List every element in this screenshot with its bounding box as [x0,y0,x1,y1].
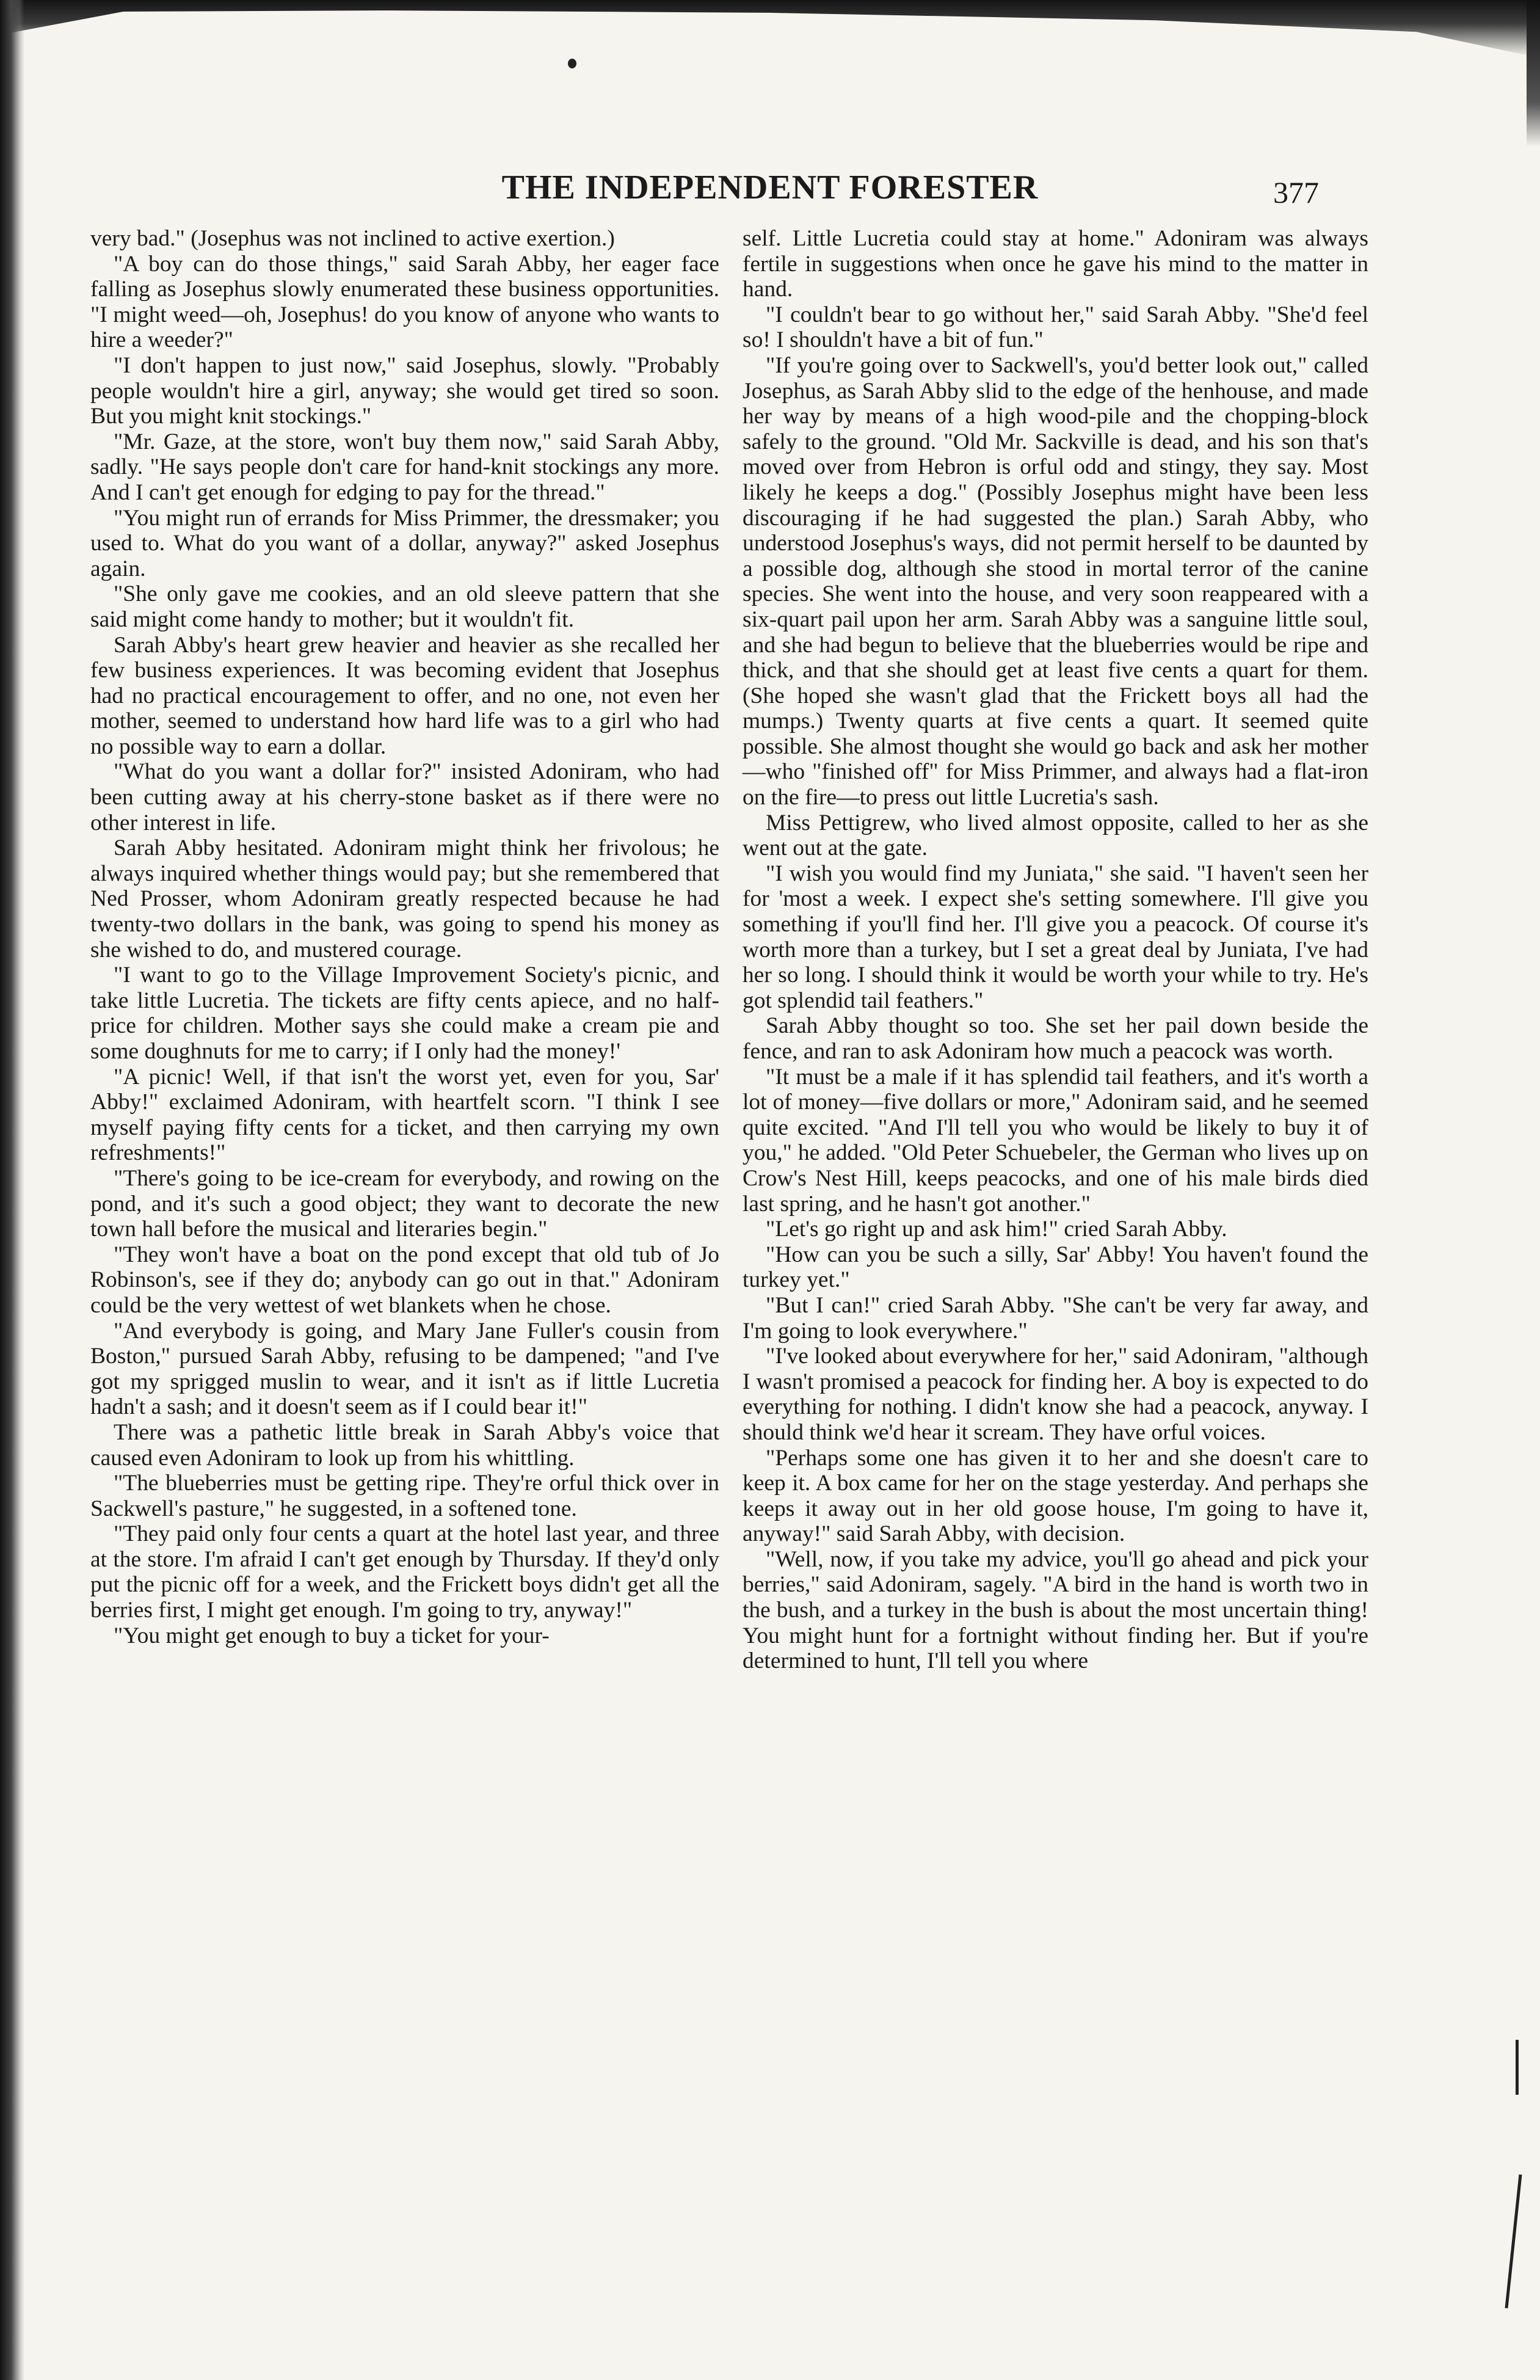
paragraph: There was a pathetic little break in Sarah Abby's voice that caused even Adoniram to look up from his whittling. [90,1419,719,1471]
paragraph: "Perhaps some one has given it to her and she doesn't care to keep it. A box came for her on the stage yesterday. And perhaps she keeps it away out in her old goose house, I'm going to have it, anyway!" said Sarah Abby, with decision. [743,1445,1368,1547]
scan-right-edge [1527,0,1540,147]
paragraph: Sarah Abby hesitated. Adoniram might think her frivolous; he always inquired whether things would pay; but she remembered that Ned Prosser, whom Adoniram greatly respected because he had twenty-two dollars in the bank, was going to spend his money as she wished to do, and mustered courage. [90,835,719,963]
paragraph: "I wish you would find my Juniata," she said. "I haven't seen her for 'most a week. I expect she's setting somewhere. I'll give you something if you'll find her. I'll give you a peacock. Of course it's worth more than a turkey, but I set a great deal by Juniata, I've had her so long. I should think it would be worth your while to try. He's got splendid tail feathers." [743,861,1368,1013]
paragraph: "If you're going over to Sackwell's, you'd better look out," called Josephus, as Sarah Abby slid to the edge of the henhouse, and made her way by means of a high wood-pile and the chopping-block safely to the ground. "Old Mr. Sackville is dead, and his son that's moved over from Hebron is orful odd and stingy, they say. Most likely he keeps a dog." (Possibly Josephus might have been less discouraging if he had suggested the plan.) Sarah Abby, who understood Josephus's ways, did not permit herself to be daunted by a possible dog, although she stood in mortal terror of the canine species. She went into the house, and very soon reappeared with a six-quart pail upon her arm. Sarah Abby was a sanguine little soul, and she had begun to believe that the blueberries would be ripe and thick, and that she should get at least five cents a quart for them. (She hoped she wasn't glad that the Frickett boys all had the mumps.) Twenty quarts at five cents a quart. It seemed quite possible. She almost thought she would go back and ask her mother—who "finished off" for Miss Primmer, and always had a flat-iron on the fire—to press out little Lucretia's sash. [743,352,1368,810]
left-column [90,226,719,1648]
paragraph: "Let's go right up and ask him!" cried Sarah Abby. [766,1217,1227,1242]
paragraph: "I've looked about everywhere for her," said Adoniram, "although I wasn't promised a peacock for finding her. A boy is expected to do everything for nothing. I didn't know she had a peacock, anyway. I should think we'd hear it scream. They have orful voices. [743,1344,1368,1445]
paragraph: "A picnic! Well, if that isn't the worst yet, even for you, Sar' Abby!" exclaimed Adoniram, with heartfelt scorn. "I think I see myself paying fifty cents for a ticket, and then carrying my own refreshments!" [90,1064,719,1166]
ink-speck [568,59,576,68]
paragraph: "You might run of errands for Miss Primmer, the dressmaker; you used to. What do you want of a dollar, anyway?" asked Josephus again. [90,505,719,581]
paragraph: "They paid only four cents a quart at the hotel last year, and three at the store. I'm afraid I can't get enough by Thursday. If they'd only put the picnic off for a week, and the Frickett boys didn't get all the berries first, I might get enough. I'm going to try, anyway!" [90,1521,719,1623]
right-column [743,226,1368,1674]
paragraph: "How can you be such a silly, Sar' Abby! You haven't found the turkey yet." [743,1242,1368,1293]
paragraph: very bad." (Josephus was not inclined to active exertion.) [90,226,615,251]
paragraph: "It must be a male if it has splendid tail feathers, and it's worth a lot of money—five dollars or more," Adoniram said, and he seemed quite excited. "And I'll tell you who would be likely to buy it of you," he added. "Old Peter Schuebeler, the German who lives up on Crow's Nest Hill, keeps peacocks, and one of his male birds died last spring, and he hasn't got another." [743,1064,1368,1217]
paragraph: Sarah Abby's heart grew heavier and heavier as she recalled her few business experiences. It was becoming evident that Josephus had no practical encouragement to offer, and no one, not even her mother, seemed to understand how hard life was to a girl who had no possible way to earn a dollar. [90,632,719,759]
margin-mark [1516,2040,1519,2095]
page-number: 377 [1273,175,1319,209]
paragraph: "What do you want a dollar for?" insisted Adoniram, who had been cutting away at his cherry-stone basket as if there were no other interest in life. [90,759,719,835]
paragraph: "They won't have a boat on the pond except that old tub of Jo Robinson's, see if they do; anybody can go out in that." Adoniram could be the very wettest of wet blankets when he chose. [90,1242,719,1318]
paragraph: Sarah Abby thought so too. She set her pail down beside the fence, and ran to ask Adoniram how much a peacock was worth. [743,1013,1368,1064]
running-head [0,166,1540,209]
paragraph: "I couldn't bear to go without her," said Sarah Abby. "She'd feel so! I shouldn't have a bit of fun." [743,302,1368,353]
scan-left-edge [0,0,24,2380]
paragraph: "There's going to be ice-cream for everybody, and rowing on the pond, and it's such a good object; they want to decorate the new town hall before the musical and literaries begin." [90,1165,719,1242]
paragraph: "And everybody is going, and Mary Jane Fuller's cousin from Boston," pursued Sarah Abby, refusing to be dampened; "and I've got my sprigged muslin to wear, and it isn't as if little Lucretia hadn't a sash; and it doesn't seem as if I could bear it!" [90,1318,719,1420]
scan-top-edge [0,0,1540,58]
paragraph: "She only gave me cookies, and an old sleeve pattern that she said might come handy to mother; but it wouldn't fit. [90,581,719,632]
paragraph: "The blueberries must be getting ripe. They're orful thick over in Sackwell's pasture," he suggested, in a softened tone. [90,1471,719,1521]
paragraph: Miss Pettigrew, who lived almost opposite, called to her as she went out at the gate. [743,810,1368,861]
paragraph: "Well, now, if you take my advice, you'll go ahead and pick your berries," said Adoniram, sagely. "A bird in the hand is worth two in the bush, and a turkey in the bush is about the most uncertain thing! You might hunt for a fortnight without finding her. But if you're determined to hunt, I'll tell you where [743,1546,1368,1674]
paragraph: "I want to go to the Village Improvement Society's picnic, and take little Lucretia. The tickets are fifty cents apiece, and no half-price for children. Mother says she could make a cream pie and some doughnuts for me to carry; if I only had the money!' [90,963,719,1064]
paragraph: "But I can!" cried Sarah Abby. "She can't be very far away, and I'm going to look everywhere." [743,1292,1368,1344]
paragraph: "Mr. Gaze, at the store, won't buy them now," said Sarah Abby, sadly. "He says people don't care for hand-knit stockings any more. And I can't get enough for edging to pay for the thread." [90,429,719,505]
paragraph: "A boy can do those things," said Sarah Abby, her eager face falling as Josephus slowly enumerated these business opportunities. "I might weed—oh, Josephus! do you know of anyone who wants to hire a weeder?" [90,251,719,353]
paragraph: "I don't happen to just now," said Josephus, slowly. "Probably people wouldn't hire a girl, anyway; she would get tired so soon. But you might knit stockings." [90,352,719,429]
margin-mark [1505,2174,1522,2308]
paragraph: self. Little Lucretia could stay at home." Adoniram was always fertile in suggestions when once he gave his mind to the matter in hand. [743,226,1368,302]
paragraph: "You might get enough to buy a ticket for your- [114,1623,550,1648]
running-title: THE INDEPENDENT FORESTER [501,169,1039,206]
